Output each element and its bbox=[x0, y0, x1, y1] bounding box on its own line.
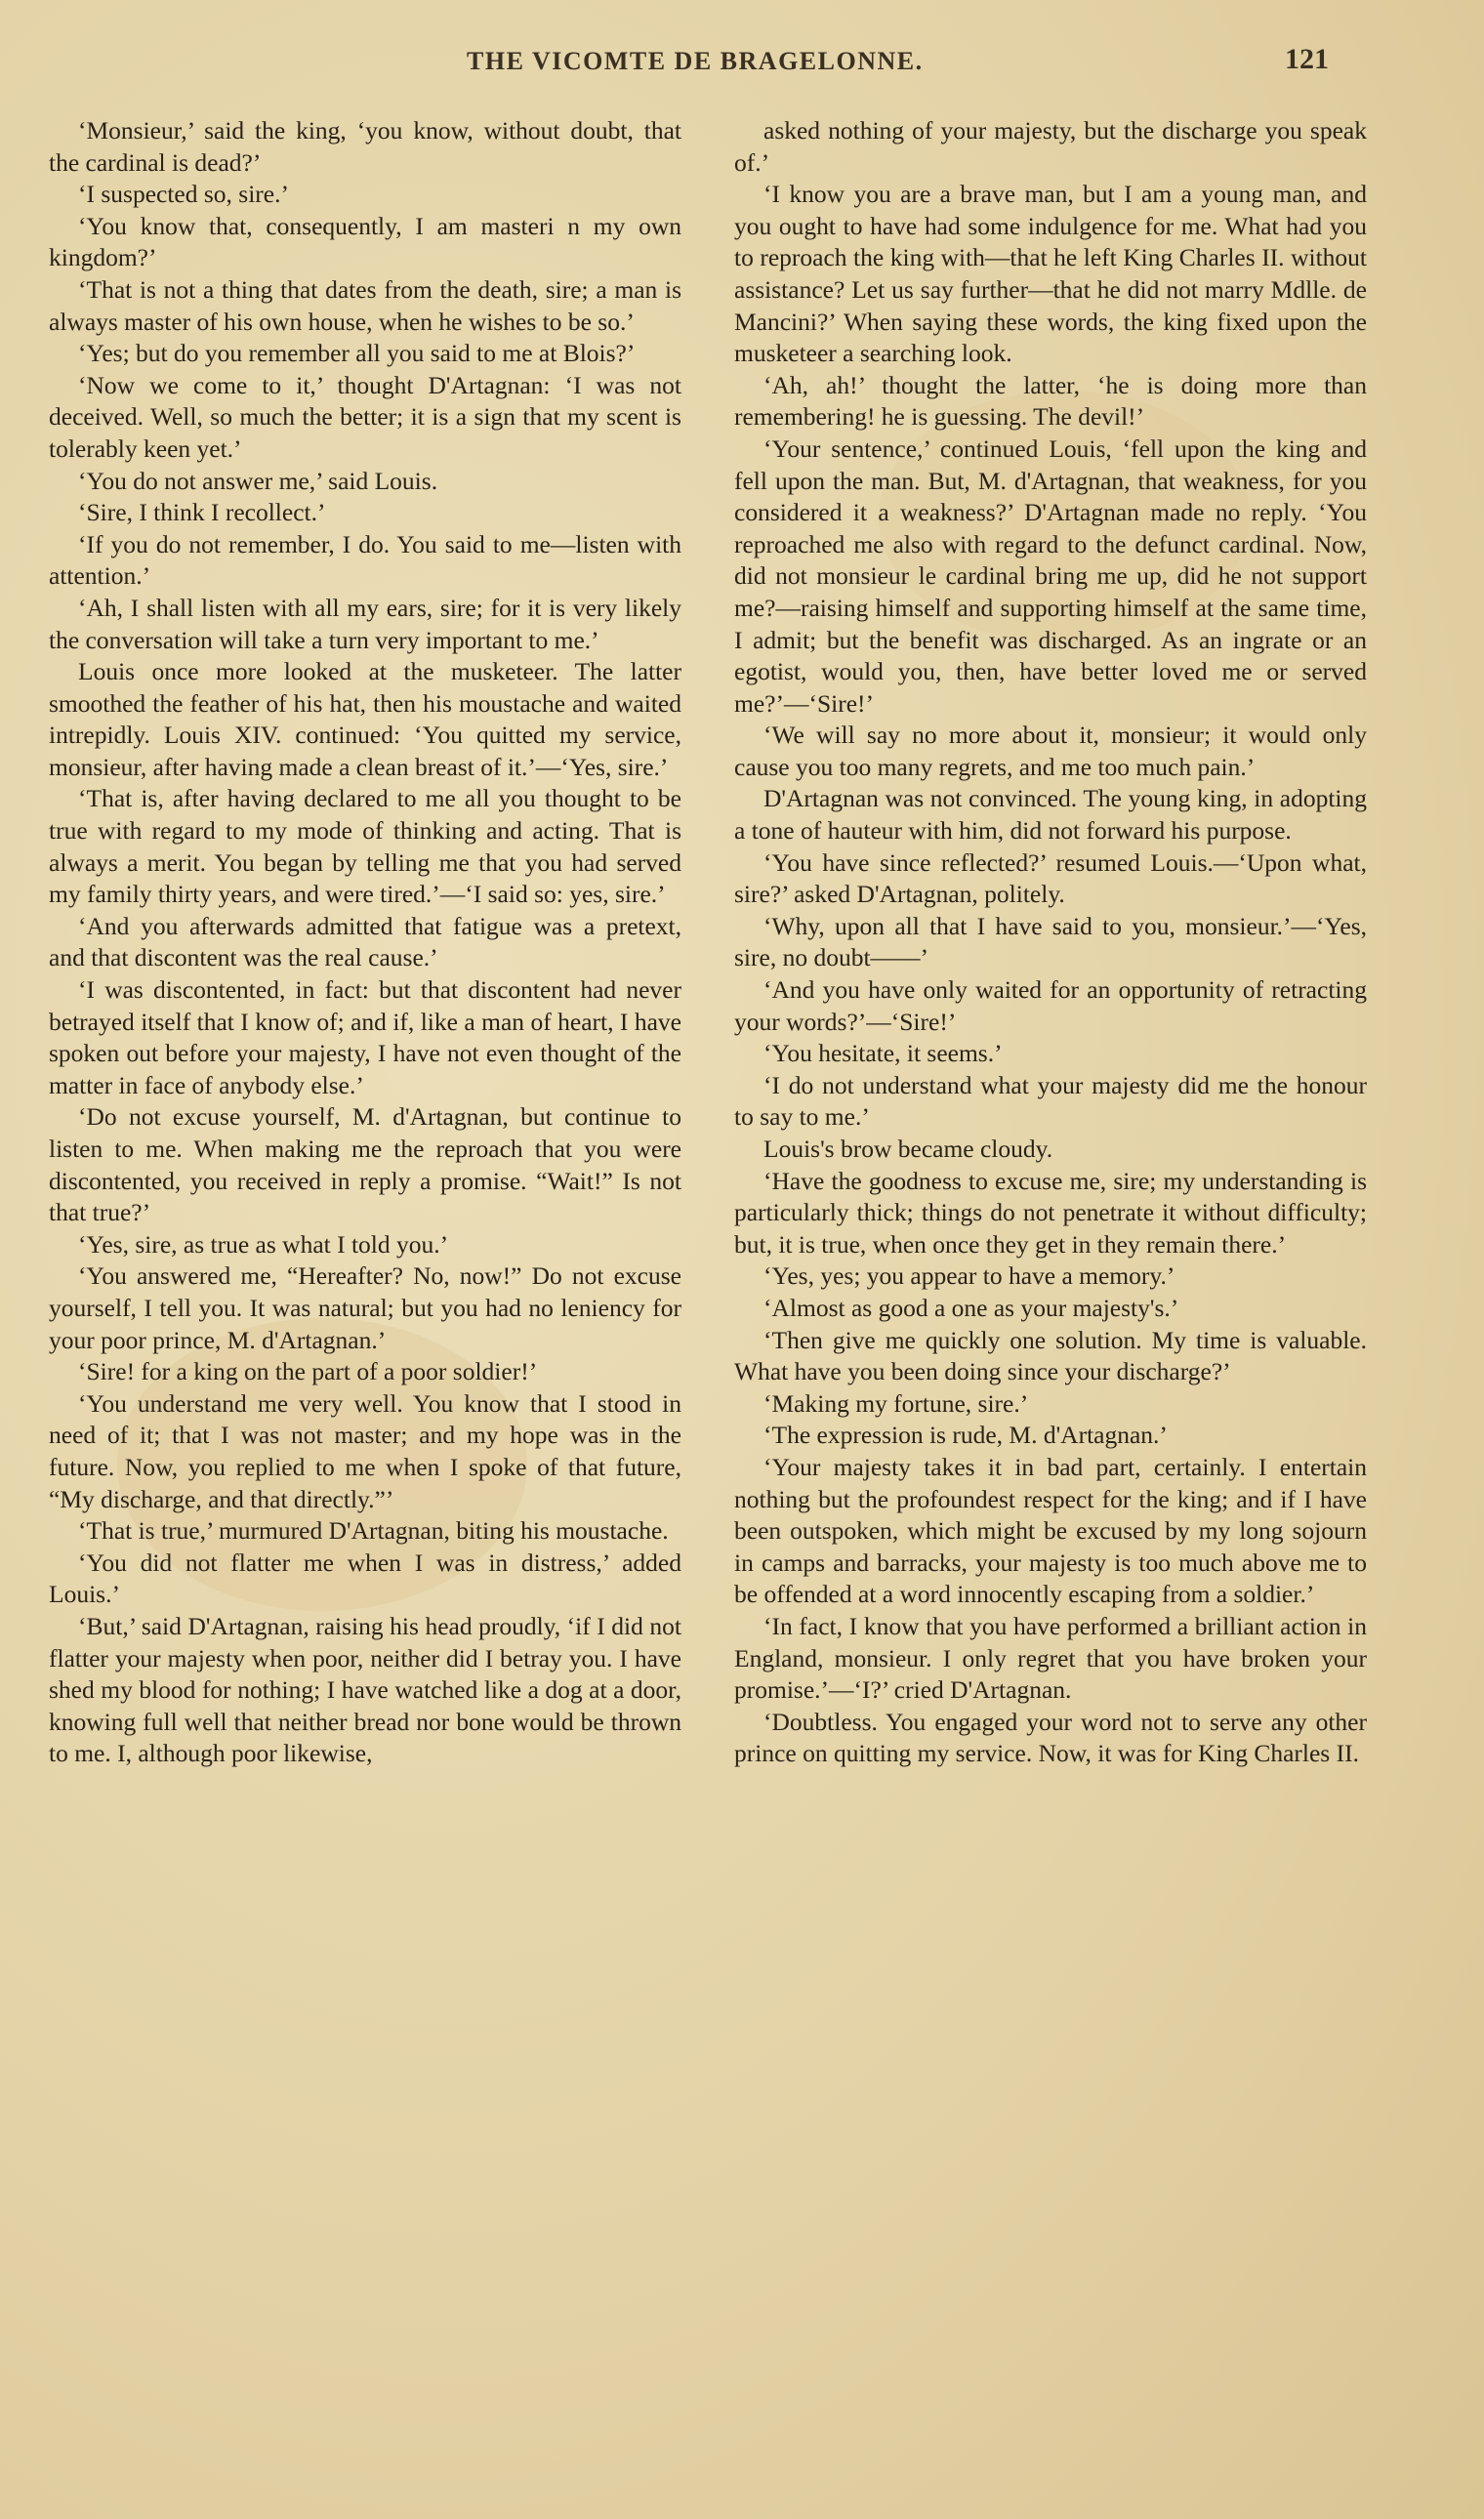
paragraph: ‘You hesitate, it seems.’ bbox=[763, 1039, 1003, 1068]
paragraph: Louis's brow became cloudy. bbox=[763, 1135, 1053, 1163]
paragraph: ‘That is true,’ murmured D'Artagnan, biting his moustache. bbox=[78, 1516, 669, 1546]
page-number: 121 bbox=[1285, 43, 1329, 75]
paragraph: ‘If you do not remember, I do. You said to me—listen with attention.’ bbox=[49, 529, 681, 591]
paragraph: ‘Doubtless. You engaged your word not to serve any other prince on quitting my service. Now, it was for King Charles II. bbox=[734, 1707, 1367, 1768]
paragraph: ‘You understand me very well. You know that I stood in need of it; that I was not master; and my hope was in the future. Now, you replied to me when I spoke of that future, “My discharge, and that directly.”’ bbox=[49, 1388, 681, 1513]
paragraph: Louis once more looked at the musketeer. The latter smoothed the feather of his hat, then his moustache and waited intrepidly. Louis XIV. continued: ‘You quitted my service, monsieur, after having made a clean breast of it.’—‘Yes, sire.’ bbox=[49, 657, 681, 781]
paragraph: ‘I do not understand what your majesty did me the honour to say to me.’ bbox=[734, 1070, 1367, 1132]
paragraph: ‘You answered me, “Hereafter? No, now!” Do not excuse yourself, I tell you. It was natural; but you had no leniency for your poor prince, M. d'Artagnan.’ bbox=[49, 1261, 681, 1354]
paragraph: D'Artagnan was not convinced. The young king, in adopting a tone of hauteur with him, did not forward his purpose. bbox=[734, 784, 1367, 846]
paragraph: ‘I was discontented, in fact: but that discontent had never betrayed itself that I know of; and if, like a man of heart, I have spoken out before your majesty, I have not even thought of the matter in face of anybody else.’ bbox=[49, 975, 681, 1099]
paragraph: ‘But,’ said D'Artagnan, raising his head proudly, ‘if I did not flatter your majesty when poor, neither did I betray you. I have shed my blood for nothing; I have watched like a dog at a door, knowing full well that neither bread nor bone would be thrown to me. I, although poor likewise, bbox=[49, 1611, 681, 1768]
left-text-column bbox=[49, 115, 681, 1770]
running-title: THE VICOMTE DE BRAGELONNE. bbox=[467, 47, 924, 75]
paragraph: ‘Almost as good a one as your majesty's.’ bbox=[763, 1293, 1179, 1322]
paragraph: ‘Monsieur,’ said the king, ‘you know, without doubt, that the cardinal is dead?’ bbox=[49, 116, 681, 177]
paragraph: ‘That is not a thing that dates from the death, sire; a man is always master of his own house, when he wishes to be so.’ bbox=[49, 274, 681, 336]
page-header bbox=[0, 43, 1484, 86]
paragraph: ‘In fact, I know that you have performed a brilliant action in England, monsieur. I only regret that you have broken your promise.’—‘I?’ cried D'Artagnan. bbox=[734, 1611, 1367, 1705]
paragraph: ‘Why, upon all that I have said to you, monsieur.’—‘Yes, sire, no doubt——’ bbox=[734, 911, 1367, 972]
paragraph: ‘Your majesty takes it in bad part, certainly. I entertain nothing but the profoundest respect for the king; and if I have been outspoken, which might be excused by my long sojourn in camps and barracks, your majesty is too much above me to be offended at a word innocently escaping from a soldier.’ bbox=[734, 1452, 1367, 1609]
paragraph: asked nothing of your majesty, but the discharge you speak of.’ bbox=[734, 116, 1367, 177]
paragraph: ‘And you afterwards admitted that fatigue was a pretext, and that discontent was the real cause.’ bbox=[49, 911, 681, 972]
right-text-column bbox=[734, 115, 1367, 1770]
paragraph: ‘Sire, I think I recollect.’ bbox=[78, 498, 326, 527]
paragraph: ‘That is, after having declared to me all you thought to be true with regard to my mode of thinking and acting. That is always a merit. You began by telling me that you had served my family thirty years, and were tired.’—‘I said so: yes, sire.’ bbox=[49, 784, 681, 909]
paragraph: ‘I know you are a brave man, but I am a young man, and you ought to have had some indulgence for me. What had you to reproach the king with—that he left King Charles II. without assistance? Let us say further—that he did not marry Mdlle. de Mancini?’ When saying these words, the king fixed upon the musketeer a searching look. bbox=[734, 180, 1367, 368]
paragraph: ‘Then give me quickly one solution. My time is valuable. What have you been doing since your discharge?’ bbox=[734, 1325, 1367, 1386]
paragraph: ‘Yes, sire, as true as what I told you.’ bbox=[78, 1229, 449, 1259]
paragraph: ‘I suspected so, sire.’ bbox=[78, 180, 289, 209]
paragraph: ‘Yes; but do you remember all you said to me at Blois?’ bbox=[78, 339, 636, 368]
paragraph: ‘You did not flatter me when I was in distress,’ added Louis.’ bbox=[49, 1548, 681, 1609]
paragraph: ‘You do not answer me,’ said Louis. bbox=[78, 466, 438, 495]
paragraph: ‘Sire! for a king on the part of a poor soldier!’ bbox=[78, 1357, 538, 1386]
paragraph: ‘Yes, yes; you appear to have a memory.’ bbox=[763, 1261, 1175, 1291]
paragraph: ‘The expression is rude, M. d'Artagnan.’ bbox=[763, 1421, 1168, 1450]
paragraph: ‘Ah, ah!’ thought the latter, ‘he is doing more than remembering! he is guessing. The devil!’ bbox=[734, 370, 1367, 432]
paragraph: ‘Now we come to it,’ thought D'Artagnan: ‘I was not deceived. Well, so much the better; it is a sign that my scent is tolerably keen yet.’ bbox=[49, 370, 681, 463]
paragraph: ‘Ah, I shall listen with all my ears, sire; for it is very likely the conversation will take a turn very important to me.’ bbox=[49, 593, 681, 654]
paragraph: ‘You have since reflected?’ resumed Louis.—‘Upon what, sire?’ asked D'Artagnan, politely. bbox=[734, 847, 1367, 909]
paragraph: ‘Have the goodness to excuse me, sire; my understanding is particularly thick; things do not penetrate it without difficulty; but, it is true, when once they get in they remain there.’ bbox=[734, 1166, 1367, 1259]
paragraph: ‘We will say no more about it, monsieur; it would only cause you too many regrets, and me too much pain.’ bbox=[734, 721, 1367, 781]
paragraph: ‘You know that, consequently, I am masteri n my own kingdom?’ bbox=[49, 211, 681, 272]
paragraph: ‘Making my fortune, sire.’ bbox=[763, 1388, 1029, 1418]
paragraph: ‘Do not excuse yourself, M. d'Artagnan, but continue to listen to me. When making me the reproach that you were discontented, you received in reply a promise. “Wait!” Is not that true?’ bbox=[49, 1102, 681, 1227]
paragraph: ‘And you have only waited for an opportunity of retracting your words?’—‘Sire!’ bbox=[734, 975, 1367, 1036]
paragraph: ‘Your sentence,’ continued Louis, ‘fell upon the king and fell upon the man. But, M. d'Artagnan, that weakness, for you considered it a weakness?’ D'Artagnan made no reply. ‘You reproached me also with regard to the defunct cardinal. Now, did not monsieur le cardinal bring me up, did he not support me?—raising himself and supporting himself at the same time, I admit; but the benefit was discharged. As an ingrate or an egotist, would you, then, have better loved me or served me?’—‘Sire!’ bbox=[734, 434, 1367, 718]
